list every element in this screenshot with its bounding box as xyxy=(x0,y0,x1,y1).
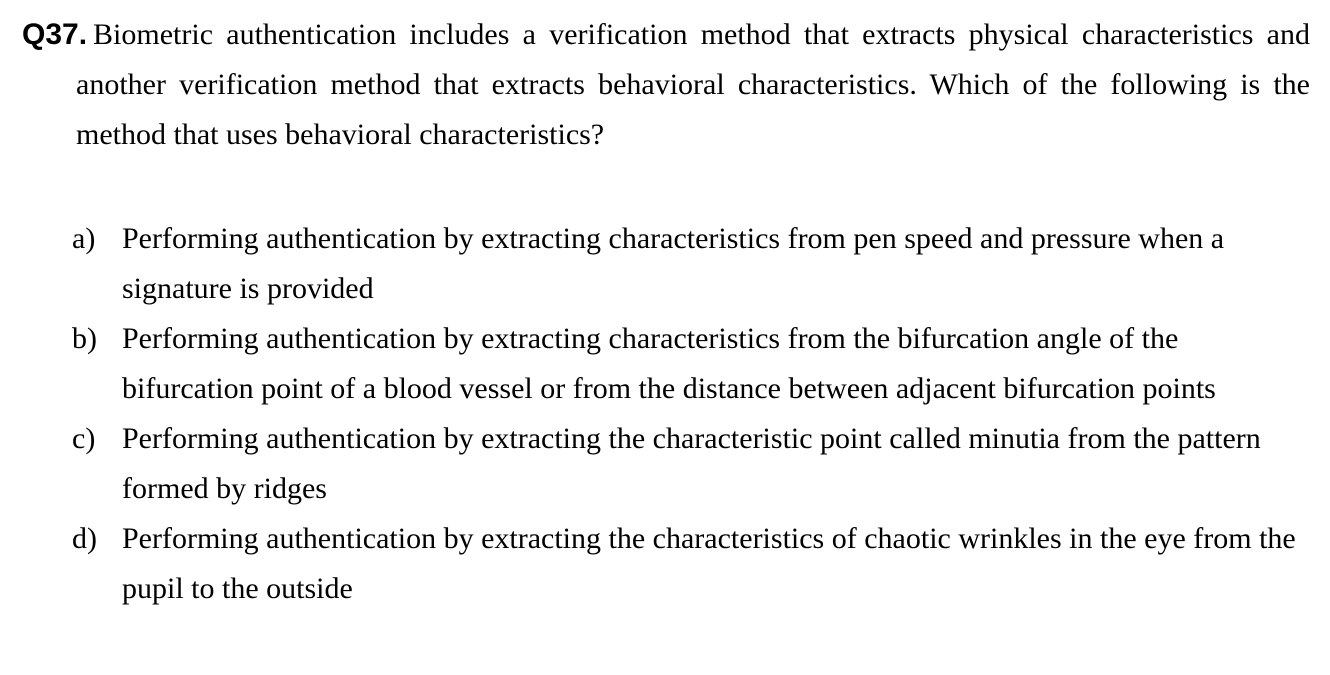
option-text: Performing authentication by extracting the characteristics of chaotic wrinkles in the eye from the pupil to the outside xyxy=(122,522,1296,605)
option-letter: c) xyxy=(72,422,96,455)
option-d xyxy=(72,514,1312,614)
option-text: Performing authentication by extracting the characteristic point called minutia from the pattern formed by ridges xyxy=(122,422,1261,505)
question-text: Biometric authentication includes a verification method that extracts physical characteristics and another verification method that extracts behavioral characteristics. Which of the following is the method that uses behavioral characteristics? xyxy=(76,18,1310,151)
option-letter: d) xyxy=(72,522,97,555)
option-letter: b) xyxy=(72,322,97,355)
answer-options xyxy=(72,214,1312,614)
question-number: Q37. xyxy=(22,18,88,51)
question-stem xyxy=(22,10,1310,160)
option-text: Performing authentication by extracting characteristics from pen speed and pressure when a signature is provided xyxy=(122,222,1225,305)
option-letter: a) xyxy=(72,222,96,255)
option-text: Performing authentication by extracting characteristics from the bifurcation angle of the bifurcation point of a blood vessel or from the distance between adjacent bifurcation points xyxy=(122,322,1216,405)
option-b xyxy=(72,314,1312,414)
option-c xyxy=(72,414,1312,514)
option-a xyxy=(72,214,1312,314)
